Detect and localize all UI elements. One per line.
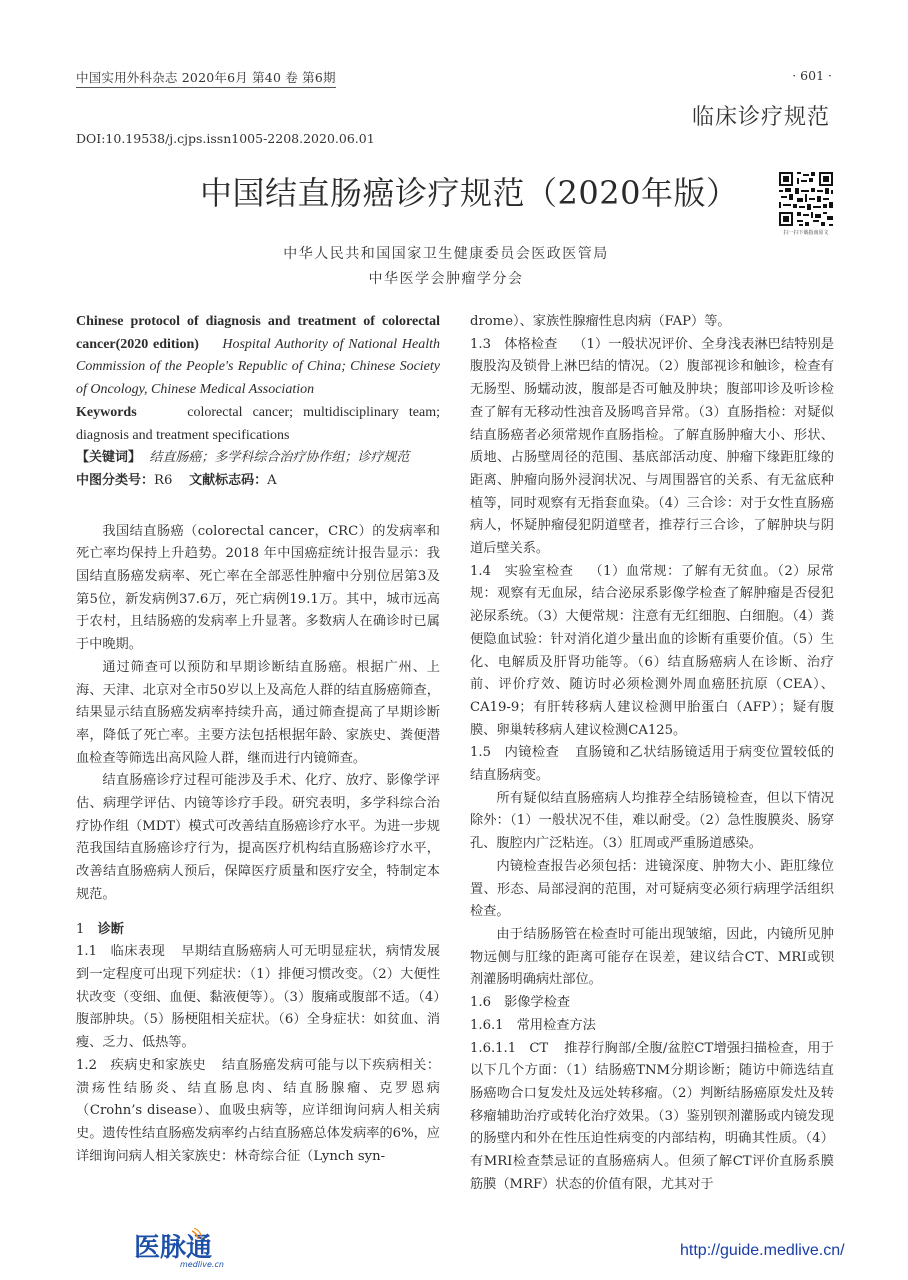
subsection-title: 实验室检查 [504,563,574,579]
doc-code-value: A [267,472,277,488]
subsection-text: （1）一般状况评价、全身浅表淋巴结特别是腹股沟及锁骨上淋巴结的情况。（2）腹部视诊和触诊，检查有无肠型、肠蠕动波，腹部是否可触及肿块；腹部叩诊及听诊检查了解有无移动性浊音及肠鸣音异常。（3）直肠指检：对疑似结直肠癌者必须常规作直肠指检。了解直肠肿瘤大小、形状、质地、占肠壁周径的范围、基底部活动度、肿瘤下缘距肛缘的距离、肿瘤向肠外浸润状况、与周围器官的关系、有无盆底种植等，同时观察有无指套血染。（4）三合诊：对于女性直肠癌病人，怀疑肿瘤侵犯阴道壁者，推荐行三合诊，了解肿块与阴道后壁关系。 [470,336,835,557]
keywords-label: Keywords [76,404,137,420]
qr-caption: 扫一扫下载指南原文 [783,230,829,236]
chinese-keywords [76,447,440,470]
logo-subtext: medlive.cn [180,1260,224,1269]
footer-url[interactable]: http://guide.medlive.cn/ [680,1242,845,1259]
intro-paragraph: 结直肠癌诊疗过程可能涉及手术、化疗、放疗、影像学评估、病理学评估、内镜等诊疗手段。研究表明，多学科综合治疗协作组（MDT）模式可改善结直肠癌诊疗水平。为进一步规范我国结直肠癌诊疗行为，提高医疗机构结直肠癌诊疗水平，改善结直肠癌病人预后，保障医疗质量和医疗安全，特制定本规范。 [76,773,440,902]
author-line: 中华医学会肿瘤学分会 [368,271,524,287]
keywords-text: colorectal cancer; multidisciplinary team; diagnosis and treatment specifications [76,404,440,443]
qr-code-icon[interactable] [777,170,835,228]
author-line: 中华人民共和国国家卫生健康委员会医政医管局 [283,246,609,262]
subsection-number: 1.6 [470,995,491,1011]
classification [76,470,440,493]
subsection-title: CT [529,1040,549,1056]
right-column [470,311,834,1196]
section-heading [76,919,440,942]
english-title: Chinese protocol of diagnosis and treatment of colorectal cancer(2020 edition) [76,314,440,352]
section-title: 诊断 [97,921,124,937]
subsection-1-6 [470,992,834,1015]
subsection-1-5 [470,742,834,787]
subsection-title: 内镜检查 [504,745,560,761]
english-authors: Hospital Authority of National Health Commission of the People's Republic of China; Chinese Society of Oncology, Chinese Medical Association [76,336,440,398]
subsection-1-6-1-1 [470,1038,834,1197]
subsection-number: 1.5 [470,745,491,761]
subsection-text: （1）血常规：了解有无贫血。（2）尿常规：观察有无血尿，结合泌尿系影像学检查了解肿瘤是否侵犯泌尿系统。（3）大便常规：注意有无红细胞、白细胞。（4）粪便隐血试验：针对消化道少量出血的诊断有重要价值。（5）生化、电解质及肝肾功能等。（6）结直肠癌病人在诊断、治疗前、评价疗效、随访时必须检测外周血癌胚抗原（CEA）、CA19-9；有肝转移病人建议检测甲胎蛋白（AFP）；疑有腹膜、卵巢转移病人建议检测CA125。 [470,563,834,738]
intro-paragraph: 通过筛查可以预防和早期诊断结直肠癌。根据广州、上海、天津、北京对全市50岁以上及高危人群的结直肠癌筛查，结果显示结直肠癌发病率持续升高，通过筛查提高了早期诊断率，降低了死亡率。主要方法包括根据年龄、家族史、粪便潜血检查等筛选出高风险人群，继而进行内镜筛查。 [76,659,440,766]
subsection-number: 1.3 [470,336,491,352]
section-label: 临床诊疗规范 [691,105,830,130]
doc-code-label: 文献标志码： [189,472,268,488]
english-abstract [76,311,440,402]
subsection-1-3 [470,334,834,561]
paragraph: 所有疑似结直肠癌病人均推荐全结肠镜检查，但以下情况除外：（1）一般状况不佳，难以耐受。（2）急性腹膜炎、肠穿孔、腹腔内广泛粘连。（3）肛周或严重肠道感染。 [470,790,834,852]
subsection-text: 推荐行胸部/全腹/盆腔CT增强扫描检查，用于以下几个方面：（1）结肠癌TNM分期诊断；随访中筛选结直肠癌吻合口复发灶及远处转移瘤。（2）判断结肠癌原发灶及转移瘤辅助治疗或转化治疗效果。（3）鉴别钡剂灌肠或内镜发现的肠壁内和外在性压迫性病变的内部结构，明确其性质。（4）有MRI检查禁忌证的直肠癌病人。但须了解CT评价直肠系膜筋膜（MRF）状态的价值有限，尤其对于 [470,1040,834,1192]
subsection-number: 1.6.1.1 [470,1040,517,1056]
left-column [76,311,440,1168]
clc-label: 中图分类号： [76,472,155,488]
paragraph: 内镜检查报告必须包括：进镜深度、肿物大小、距肛缘位置、形态、局部浸润的范围，对可疑病变必须行病理学活组织检查。 [470,858,834,920]
doi: DOI:10.19538/j.cjps.issn1005-2208.2020.06.01 [76,131,375,146]
clc-value: R6 [154,472,173,488]
subsection-number: 1.6.1 [470,1017,504,1033]
subsection-text: 结直肠癌发病可能与以下疾病相关：溃疡性结肠炎、结直肠息肉、结直肠腺瘤、克罗恩病（Crohn’s disease）、血吸虫病等，应详细询问病人相关病史。遗传性结直肠癌发病率约占结直肠癌总体发病率的6%，应详细询问病人相关家族史：林奇综合征（Lynch syn- [76,1057,440,1164]
subsection-number: 1.2 [76,1057,97,1073]
subsection-1-1 [76,941,440,1055]
cn-keywords-label: 【关键词】 [76,450,142,466]
paragraph: 由于结肠肠管在检查时可能出现皱缩，因此，内镜所见肿物远侧与肛缘的距离可能存在误差，建议结合CT、MRI或钡剂灌肠明确病灶部位。 [470,926,834,988]
subsection-title: 临床表现 [110,944,166,960]
running-head: 中国实用外科杂志 2020年6月 第40 卷 第6期 [76,68,336,88]
subsection-title: 疾病史和家族史 [110,1057,207,1073]
intro-paragraph: 我国结直肠癌（colorectal cancer，CRC）的发病率和死亡率均保持上升趋势。2018 年中国癌症统计报告显示：我国结直肠癌发病率、死亡率在全部恶性肿瘤中分别位居第3及第5位，新发病例37.6万，死亡病例19.1万。其中，城市远高于农村，且结肠癌的发病率上升显著。多数病人在确诊时已属于中晚期。 [76,523,440,653]
logo-text: 医脉通 [134,1233,213,1263]
subsection-text: 直肠镜和乙状结肠镜适用于病变位置较低的结直肠病变。 [470,745,835,784]
subsection-text: 早期结直肠癌病人可无明显症状，病情发展到一定程度可出现下列症状：（1）排便习惯改变。（2）大便性状改变（变细、血便、黏液便等）。（3）腹痛或腹部不适。（4）腹部肿块。（5）肠梗阻相关症状。（6）全身症状：如贫血、消瘦、乏力、低热等。 [76,944,441,1051]
subsection-title: 常用检查方法 [516,1017,596,1033]
subsection-1-6-1 [470,1015,834,1038]
subsection-title: 体格检查 [504,336,558,352]
subsection-1-2 [76,1055,440,1169]
english-keywords [76,402,440,447]
subsection-number: 1.4 [470,563,491,579]
medlive-logo[interactable] [132,1228,242,1270]
article-title: 中国结直肠癌诊疗规范（2020年版） [200,174,739,212]
continued-text: drome）、家族性腺瘤性息肉病（FAP）等。 [470,314,731,329]
subsection-number: 1.1 [76,944,97,960]
page-number: · 601 · [792,68,832,83]
subsection-title: 影像学检查 [504,995,571,1011]
cn-keywords-text: 结直肠癌；多学科综合治疗协作组；诊疗规范 [149,450,410,466]
subsection-1-4 [470,561,834,743]
section-number: 1 [76,921,85,937]
